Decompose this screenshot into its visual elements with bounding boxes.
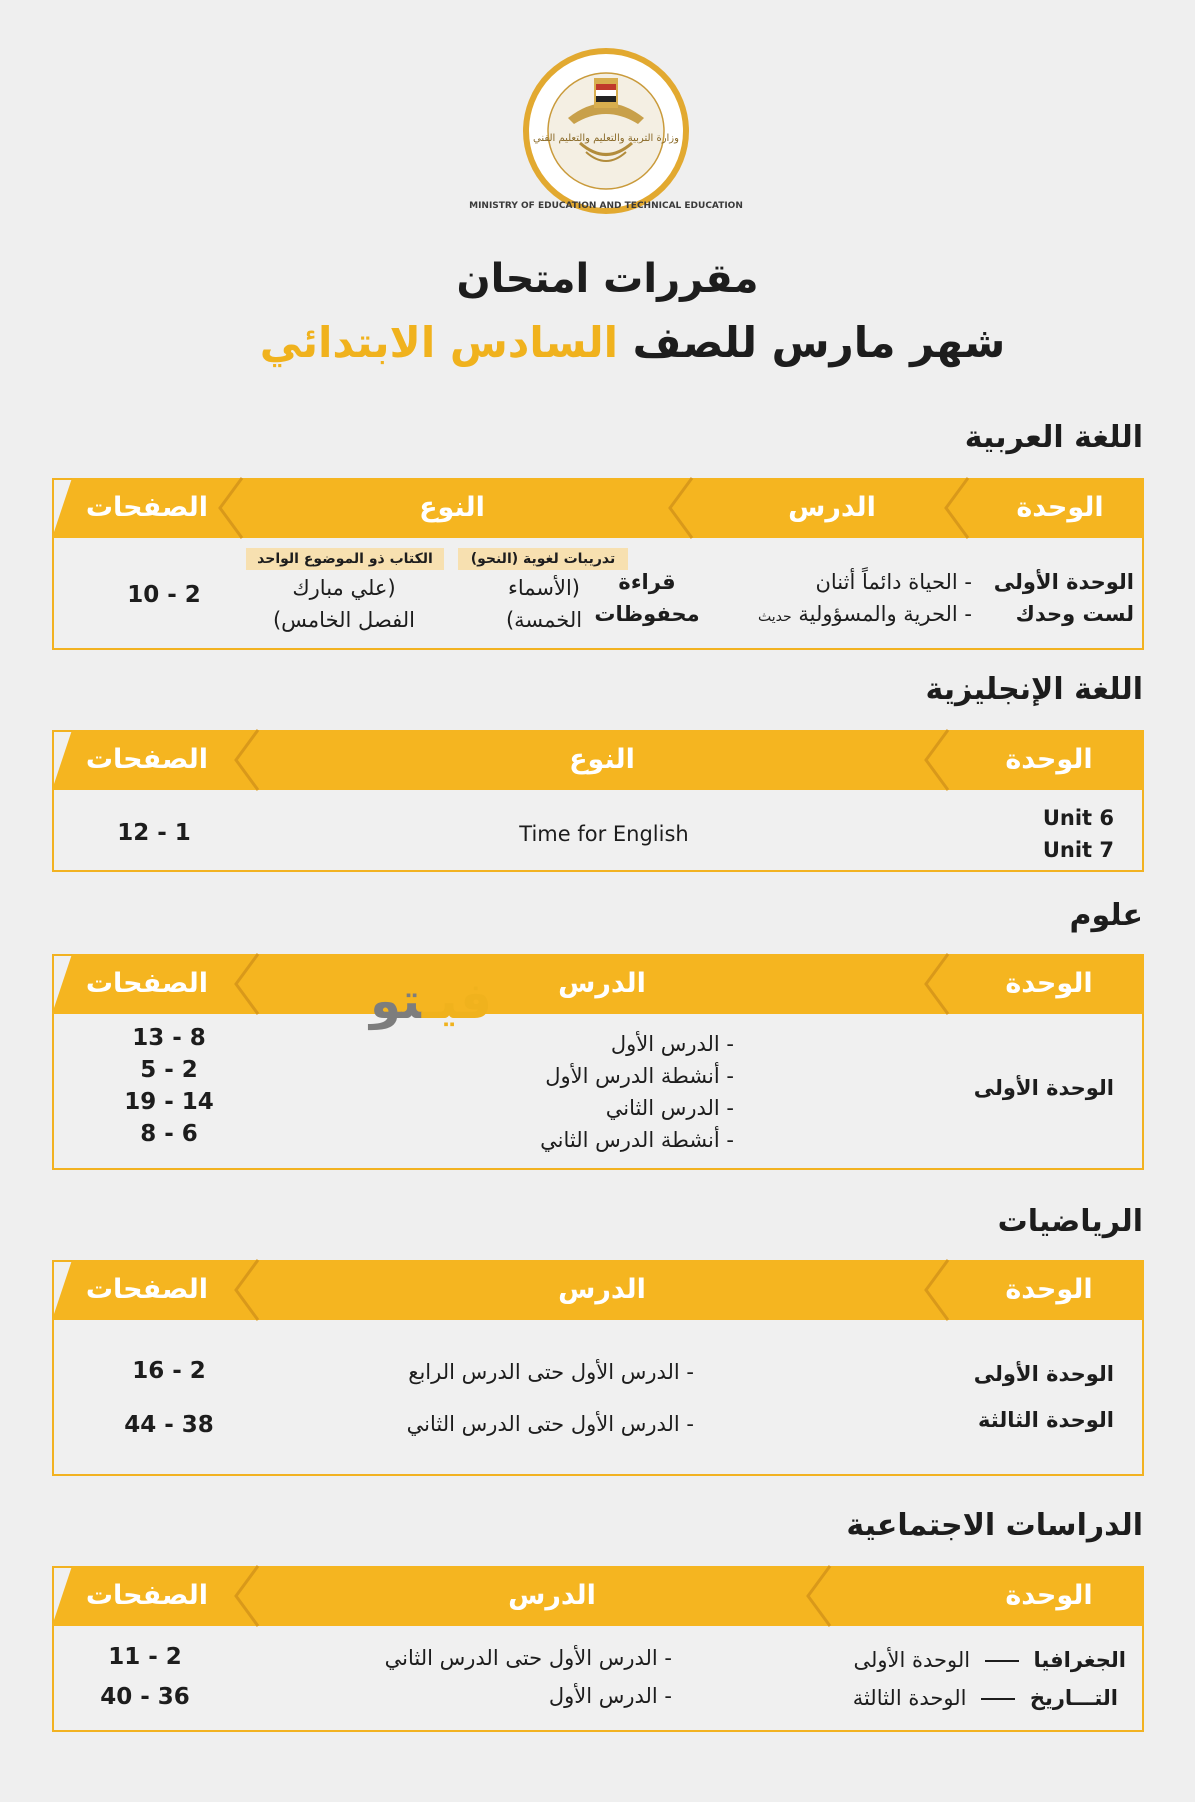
table-science <box>52 954 1144 1170</box>
watermark-logo: فيـتو <box>370 972 493 1030</box>
header-unit: الوحدة <box>1005 744 1093 775</box>
unit-cell: الجغرافيا الوحدة الأولى <box>853 1648 1126 1672</box>
ministry-seal-icon <box>469 48 743 214</box>
svg-text:MINISTRY OF EDUCATION AND TECH: MINISTRY OF EDUCATION AND TECHNICAL EDUCATION <box>469 201 743 211</box>
lesson-cell: - الدرس الأول حتى الدرس الرابع <box>408 1360 694 1384</box>
pages-list <box>114 1022 224 1150</box>
ministry-logo <box>469 48 743 214</box>
type-cell: Time for English <box>519 822 689 846</box>
header-pages: الصفحات <box>85 492 209 523</box>
list-item: 8 - 6 <box>140 1121 198 1147</box>
unit-cell: Unit 6 Unit 7 <box>1042 806 1114 862</box>
unit-cell: التـــاريخ الوحدة الثالثة <box>852 1686 1118 1710</box>
tag-book: الكتاب ذو الموضوع الواحد <box>246 548 444 570</box>
lesson-cell: - الحياة دائماً أثنان - الحرية والمسؤولية حديث <box>758 570 972 626</box>
unit-cell: الوحدة الثالثة <box>978 1408 1114 1432</box>
section-title-english: اللغة الإنجليزية <box>925 672 1143 707</box>
table-header <box>52 478 1144 542</box>
table-header <box>52 954 1144 1018</box>
connector-line <box>985 1660 1019 1662</box>
lesson-cell: - الدرس الأول حتى الدرس الثاني <box>384 1646 672 1670</box>
table-header <box>52 730 1144 794</box>
header-lesson: الدرس <box>788 492 876 523</box>
header-pages: الصفحات <box>85 1274 209 1305</box>
header-unit: الوحدة <box>1005 1580 1093 1611</box>
table-math <box>52 1260 1144 1476</box>
header-lesson: الدرس <box>558 968 646 999</box>
header-unit: الوحدة <box>1005 1274 1093 1305</box>
table-social <box>52 1566 1144 1732</box>
unit-cell: الوحدة الأولى لست وحدك <box>993 570 1134 626</box>
lesson-cell: - الدرس الأول <box>548 1684 672 1708</box>
section-title-social: الدراسات الاجتماعية <box>846 1508 1143 1543</box>
pages-cell: 16 - 2 <box>132 1358 206 1384</box>
lesson-list <box>434 1028 734 1156</box>
tag-grammar: تدريبات لغوية (النحو) <box>458 548 628 570</box>
header-lesson: الدرس <box>508 1580 596 1611</box>
section-title-arabic: اللغة العربية <box>964 420 1143 455</box>
unit-cell: الوحدة الأولى <box>973 1362 1114 1386</box>
pages-cell: 44 - 38 <box>124 1412 214 1438</box>
pages-cell: 10 - 2 <box>127 582 201 608</box>
list-item: - أنشطة الدرس الأول <box>545 1064 734 1088</box>
connector-line <box>981 1698 1015 1700</box>
header-pages: الصفحات <box>85 744 209 775</box>
unit-cell: الوحدة الأولى <box>973 1076 1114 1100</box>
page-title-line1: مقررات امتحان <box>456 256 759 302</box>
header-unit: الوحدة <box>1016 492 1104 523</box>
list-item: 19 - 14 <box>124 1089 214 1115</box>
list-item: - الدرس الأول <box>610 1032 734 1056</box>
list-item: 13 - 8 <box>132 1025 206 1051</box>
table-header <box>52 1260 1144 1324</box>
pages-cell: 40 - 36 <box>100 1684 190 1710</box>
pages-cell: 11 - 2 <box>108 1644 182 1670</box>
svg-text:وزارة التربية والتعليم والتعلي: وزارة التربية والتعليم والتعليم الفني <box>533 133 679 144</box>
header-type: النوع <box>569 744 635 775</box>
table-english <box>52 730 1144 872</box>
table-arabic <box>52 478 1144 650</box>
header-lesson: الدرس <box>558 1274 646 1305</box>
section-title-math: الرياضيات <box>997 1204 1143 1239</box>
section-title-science: علوم <box>1069 898 1143 933</box>
grammar-cell: (الأسماء الخمسة) <box>505 576 583 632</box>
list-item: - أنشطة الدرس الثاني <box>540 1128 734 1152</box>
header-pages: الصفحات <box>85 968 209 999</box>
header-unit: الوحدة <box>1005 968 1093 999</box>
list-item: 5 - 2 <box>140 1057 198 1083</box>
page-title-line2: شهر مارس للصف السادس الابتدائي <box>259 318 1006 367</box>
header-type: النوع <box>419 492 485 523</box>
list-item: - الدرس الثاني <box>605 1096 734 1120</box>
book-cell: (علي مبارك الفصل الخامس) <box>272 576 416 632</box>
header-pages: الصفحات <box>85 1580 209 1611</box>
lesson-cell: - الدرس الأول حتى الدرس الثاني <box>406 1412 694 1436</box>
type-reading-cell: قراءة محفوظات <box>594 570 700 626</box>
table-header <box>52 1566 1144 1630</box>
pages-cell: 12 - 1 <box>117 820 191 846</box>
